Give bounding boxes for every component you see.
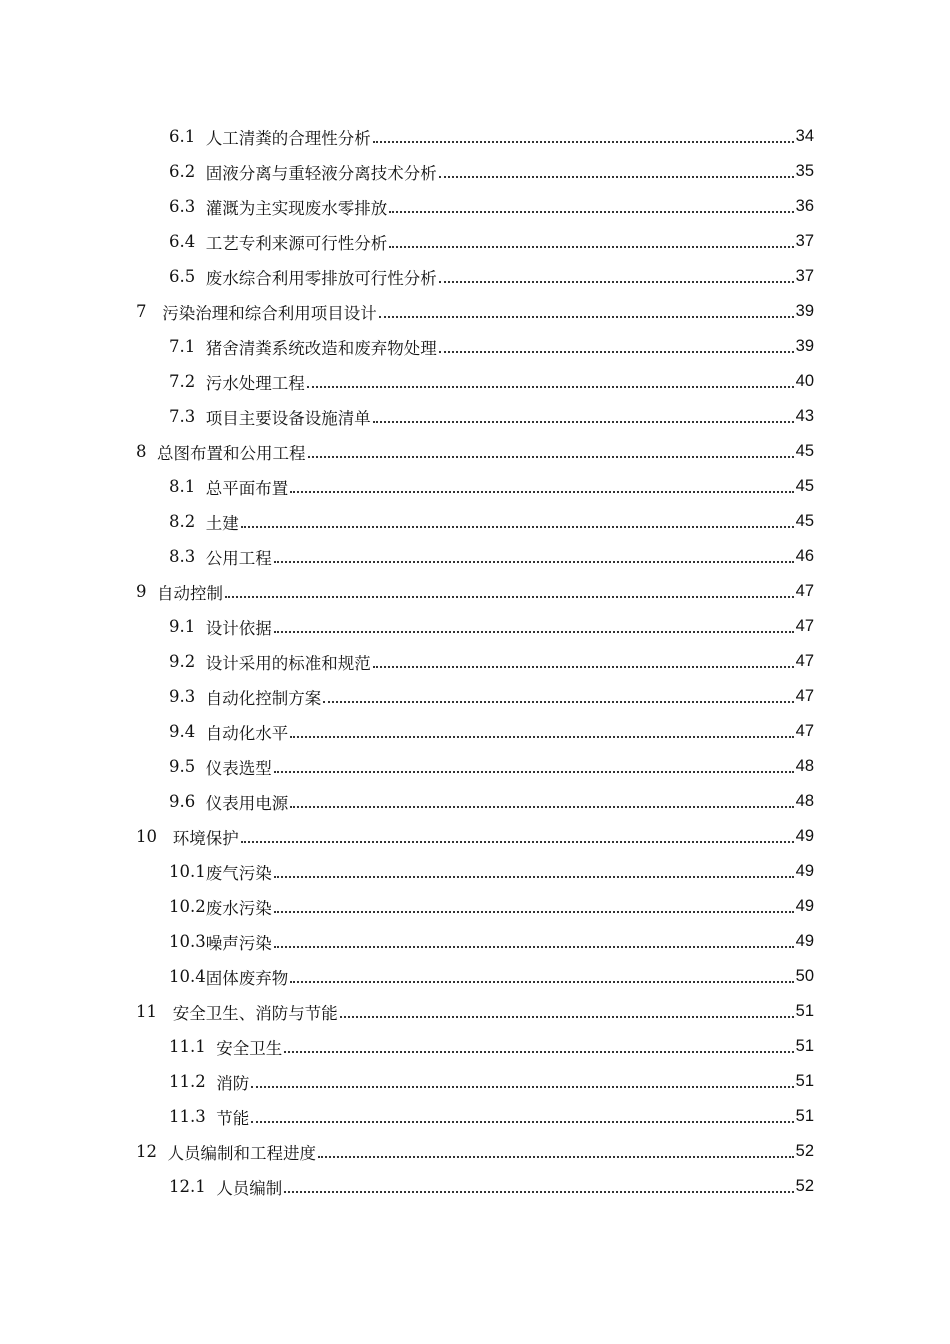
toc-entry[interactable]: [169, 749, 814, 784]
toc-entry[interactable]: [169, 469, 814, 504]
toc-entry[interactable]: [169, 924, 814, 959]
toc-entry-title: 人员编制和工程进度: [167, 1143, 316, 1163]
toc-entry-separator: [195, 407, 206, 426]
toc-page-number: 45: [795, 477, 814, 495]
toc-entry-number: 9.1: [169, 617, 196, 636]
toc-entry[interactable]: [136, 574, 814, 609]
toc-entry-number: 8.3: [169, 547, 196, 566]
toc-dot-leader: [307, 385, 794, 388]
toc-page-number: 51: [795, 1072, 814, 1090]
toc-entry-title: 自动化水平: [205, 723, 289, 743]
toc-entry-title: 灌溉为主实现废水零排放: [205, 198, 388, 218]
toc-entry-number: 9: [136, 582, 147, 601]
toc-entry-separator: [195, 512, 206, 531]
toc-page-number: 49: [795, 897, 814, 915]
toc-dot-leader: [389, 245, 793, 248]
toc-page-number: 52: [795, 1177, 814, 1195]
toc-page-number: 49: [795, 862, 814, 880]
toc-entry[interactable]: [136, 819, 814, 854]
toc-entry[interactable]: [169, 854, 814, 889]
toc-page-number: 51: [795, 1002, 814, 1020]
toc-entry-title: 污染治理和综合利用项目设计: [162, 303, 377, 323]
toc-entry-title: 废水综合利用零排放可行性分析: [205, 268, 437, 288]
toc-entry-number: 9.3: [169, 687, 196, 706]
toc-page-number: 45: [795, 442, 814, 460]
toc-entry-number: 11: [136, 1002, 157, 1021]
toc-entry-title: 固体废弃物: [205, 968, 289, 988]
toc-page-number: 47: [795, 652, 814, 670]
toc-page-number: 35: [795, 162, 814, 180]
toc-entry-number: 10.4: [169, 967, 206, 986]
toc-dot-leader: [274, 910, 794, 913]
toc-page-number: 43: [795, 407, 814, 425]
toc-entry-title: 安全卫生、消防与节能: [172, 1003, 338, 1023]
toc-entry[interactable]: [169, 504, 814, 539]
toc-entry-number: 11.1: [169, 1037, 206, 1056]
toc-entry-title: 土建: [205, 513, 239, 533]
toc-entry-separator: [206, 1037, 217, 1056]
toc-page-number: 34: [795, 127, 814, 145]
toc-entry[interactable]: [169, 959, 814, 994]
toc-entry[interactable]: [169, 644, 814, 679]
toc-entry-number: 6.3: [169, 197, 196, 216]
toc-entry[interactable]: [136, 294, 814, 329]
toc-dot-leader: [290, 735, 793, 738]
toc-dot-leader: [241, 840, 794, 843]
toc-entry-separator: [195, 757, 206, 776]
toc-entry-title: 总平面布置: [205, 478, 289, 498]
toc-entry[interactable]: [169, 609, 814, 644]
toc-dot-leader: [373, 420, 794, 423]
toc-entry-separator: [195, 372, 206, 391]
toc-entry[interactable]: [169, 784, 814, 819]
toc-entry-title: 自动控制: [157, 583, 223, 603]
toc-dot-leader: [373, 140, 794, 143]
toc-entry-number: 9.4: [169, 722, 196, 741]
toc-entry-title: 自动化控制方案: [205, 688, 322, 708]
toc-entry-separator: [147, 442, 158, 461]
toc-entry-title: 噪声污染: [205, 933, 272, 953]
toc-dot-leader: [274, 560, 794, 563]
toc-entry-separator: [157, 1002, 173, 1021]
toc-entry-separator: [195, 652, 206, 671]
toc-entry-number: 8.1: [169, 477, 196, 496]
toc-entry[interactable]: [169, 1169, 814, 1204]
toc-entry[interactable]: [169, 714, 814, 749]
toc-entry-number: 10: [136, 827, 157, 846]
toc-entry-separator: [195, 232, 206, 251]
toc-page-number: 48: [795, 792, 814, 810]
toc-entry-number: 11.3: [169, 1107, 206, 1126]
toc-entry-title: 总图布置和公用工程: [157, 443, 306, 463]
toc-page-number: 37: [795, 267, 814, 285]
toc-entry[interactable]: [169, 154, 814, 189]
toc-dot-leader: [308, 455, 794, 458]
toc-dot-leader: [251, 1085, 793, 1088]
toc-page-number: 51: [795, 1037, 814, 1055]
toc-page-number: 39: [795, 302, 814, 320]
toc-entry[interactable]: [169, 1064, 814, 1099]
toc-page-number: 47: [795, 722, 814, 740]
toc-page-number: 51: [795, 1107, 814, 1125]
toc-page-number: 47: [795, 617, 814, 635]
toc-entry-separator: [206, 1177, 217, 1196]
toc-entry-separator: [147, 582, 158, 601]
toc-dot-leader: [290, 490, 793, 493]
toc-entry-separator: [147, 302, 163, 321]
toc-entry-title: 废气污染: [205, 863, 272, 883]
toc-entry-number: 10.2: [169, 897, 206, 916]
toc-entry-number: 9.5: [169, 757, 196, 776]
toc-page-number: 52: [795, 1142, 814, 1160]
toc-entry-number: 7.1: [169, 337, 196, 356]
toc-dot-leader: [290, 805, 793, 808]
toc-page-number: 39: [795, 337, 814, 355]
toc-entry-title: 设计依据: [205, 618, 272, 638]
toc-entry-number: 12: [136, 1142, 157, 1161]
toc-entry-title: 项目主要设备设施清单: [205, 408, 371, 428]
toc-entry[interactable]: [136, 434, 814, 469]
toc-entry[interactable]: [169, 399, 814, 434]
toc-entry-separator: [195, 722, 206, 741]
toc-page-number: 48: [795, 757, 814, 775]
toc-dot-leader: [340, 1015, 794, 1018]
toc-entry-title: 猪舍清粪系统改造和废弃物处理: [205, 338, 437, 358]
toc-entry-separator: [195, 127, 206, 146]
toc-entry-number: 6.1: [169, 127, 196, 146]
toc-page-number: 37: [795, 232, 814, 250]
toc-entry-number: 6.2: [169, 162, 196, 181]
toc-entry[interactable]: [169, 1029, 814, 1064]
toc-entry-separator: [195, 197, 206, 216]
toc-entry-title: 仪表用电源: [205, 793, 289, 813]
toc-dot-leader: [274, 770, 794, 773]
toc-dot-leader: [274, 945, 794, 948]
toc-dot-leader: [373, 665, 794, 668]
toc-entry-number: 8.2: [169, 512, 196, 531]
toc-entry-number: 10.1: [169, 862, 206, 881]
toc-dot-leader: [379, 315, 794, 318]
toc-entry-number: 9.6: [169, 792, 196, 811]
toc-entry[interactable]: [169, 119, 814, 154]
toc-entry[interactable]: [136, 1134, 814, 1169]
toc-dot-leader: [274, 875, 794, 878]
toc-entry[interactable]: [169, 679, 814, 714]
toc-entry-number: 6.4: [169, 232, 196, 251]
toc-entry-separator: [206, 1072, 217, 1091]
toc-entry-title: 环境保护: [172, 828, 239, 848]
toc-dot-leader: [284, 1190, 793, 1193]
toc-entry[interactable]: [169, 1099, 814, 1134]
toc-entry[interactable]: [136, 994, 814, 1029]
toc-entry-separator: [157, 827, 173, 846]
toc-dot-leader: [439, 280, 794, 283]
toc-entry[interactable]: [169, 329, 814, 364]
toc-dot-leader: [389, 210, 793, 213]
toc-entry-title: 公用工程: [205, 548, 272, 568]
toc-dot-leader: [251, 1120, 793, 1123]
toc-entry-title: 安全卫生: [216, 1038, 283, 1058]
toc-page-number: 50: [795, 967, 814, 985]
toc-page-number: 36: [795, 197, 814, 215]
toc-entry-title: 节能: [216, 1108, 250, 1128]
toc-entry-separator: [195, 337, 206, 356]
toc-dot-leader: [290, 980, 793, 983]
toc-entry-separator: [157, 1142, 168, 1161]
toc-entry-title: 消防: [216, 1073, 250, 1093]
toc-entry[interactable]: [169, 224, 814, 259]
toc-entry-title: 废水污染: [205, 898, 272, 918]
toc-page-number: 49: [795, 827, 814, 845]
toc-dot-leader: [225, 595, 794, 598]
toc-entry-separator: [195, 792, 206, 811]
toc-entry-title: 工艺专利来源可行性分析: [205, 233, 388, 253]
toc-entry-separator: [195, 617, 206, 636]
toc-entry[interactable]: [169, 189, 814, 224]
toc-page-number: 47: [795, 687, 814, 705]
toc-entry-number: 10.3: [169, 932, 206, 951]
toc-dot-leader: [318, 1155, 794, 1158]
toc-entry[interactable]: [169, 539, 814, 574]
toc-entry-separator: [195, 547, 206, 566]
toc-dot-leader: [323, 700, 793, 703]
toc-entry-title: 人员编制: [216, 1178, 283, 1198]
toc-entry-separator: [195, 162, 206, 181]
toc-page-number: 49: [795, 932, 814, 950]
toc-entry-separator: [195, 477, 206, 496]
toc-entry-title: 仪表选型: [205, 758, 272, 778]
toc-page-number: 40: [795, 372, 814, 390]
toc-entry-number: 12.1: [169, 1177, 206, 1196]
toc-entry-separator: [195, 687, 206, 706]
toc-entry-title: 污水处理工程: [205, 373, 305, 393]
toc-page-number: 45: [795, 512, 814, 530]
toc-entry-separator: [206, 1107, 217, 1126]
toc-entry[interactable]: [169, 889, 814, 924]
toc-entry-number: 8: [136, 442, 147, 461]
toc-entry-number: 9.2: [169, 652, 196, 671]
toc-dot-leader: [439, 175, 794, 178]
toc-page-number: 47: [795, 582, 814, 600]
toc-entry-separator: [195, 267, 206, 286]
toc-entry-number: 7.2: [169, 372, 196, 391]
toc-entry-number: 11.2: [169, 1072, 206, 1091]
toc-entry[interactable]: [169, 364, 814, 399]
toc-entry-number: 6.5: [169, 267, 196, 286]
toc-entry-number: 7.3: [169, 407, 196, 426]
toc-dot-leader: [274, 630, 794, 633]
toc-entry-title: 设计采用的标准和规范: [205, 653, 371, 673]
toc-entry[interactable]: [169, 259, 814, 294]
toc-dot-leader: [439, 350, 794, 353]
toc-dot-leader: [241, 525, 794, 528]
toc-dot-leader: [284, 1050, 793, 1053]
toc-entry-title: 人工清粪的合理性分析: [205, 128, 371, 148]
toc-entry-title: 固液分离与重轻液分离技术分析: [205, 163, 437, 183]
toc-page-number: 46: [795, 547, 814, 565]
toc-entry-number: 7: [136, 302, 147, 321]
